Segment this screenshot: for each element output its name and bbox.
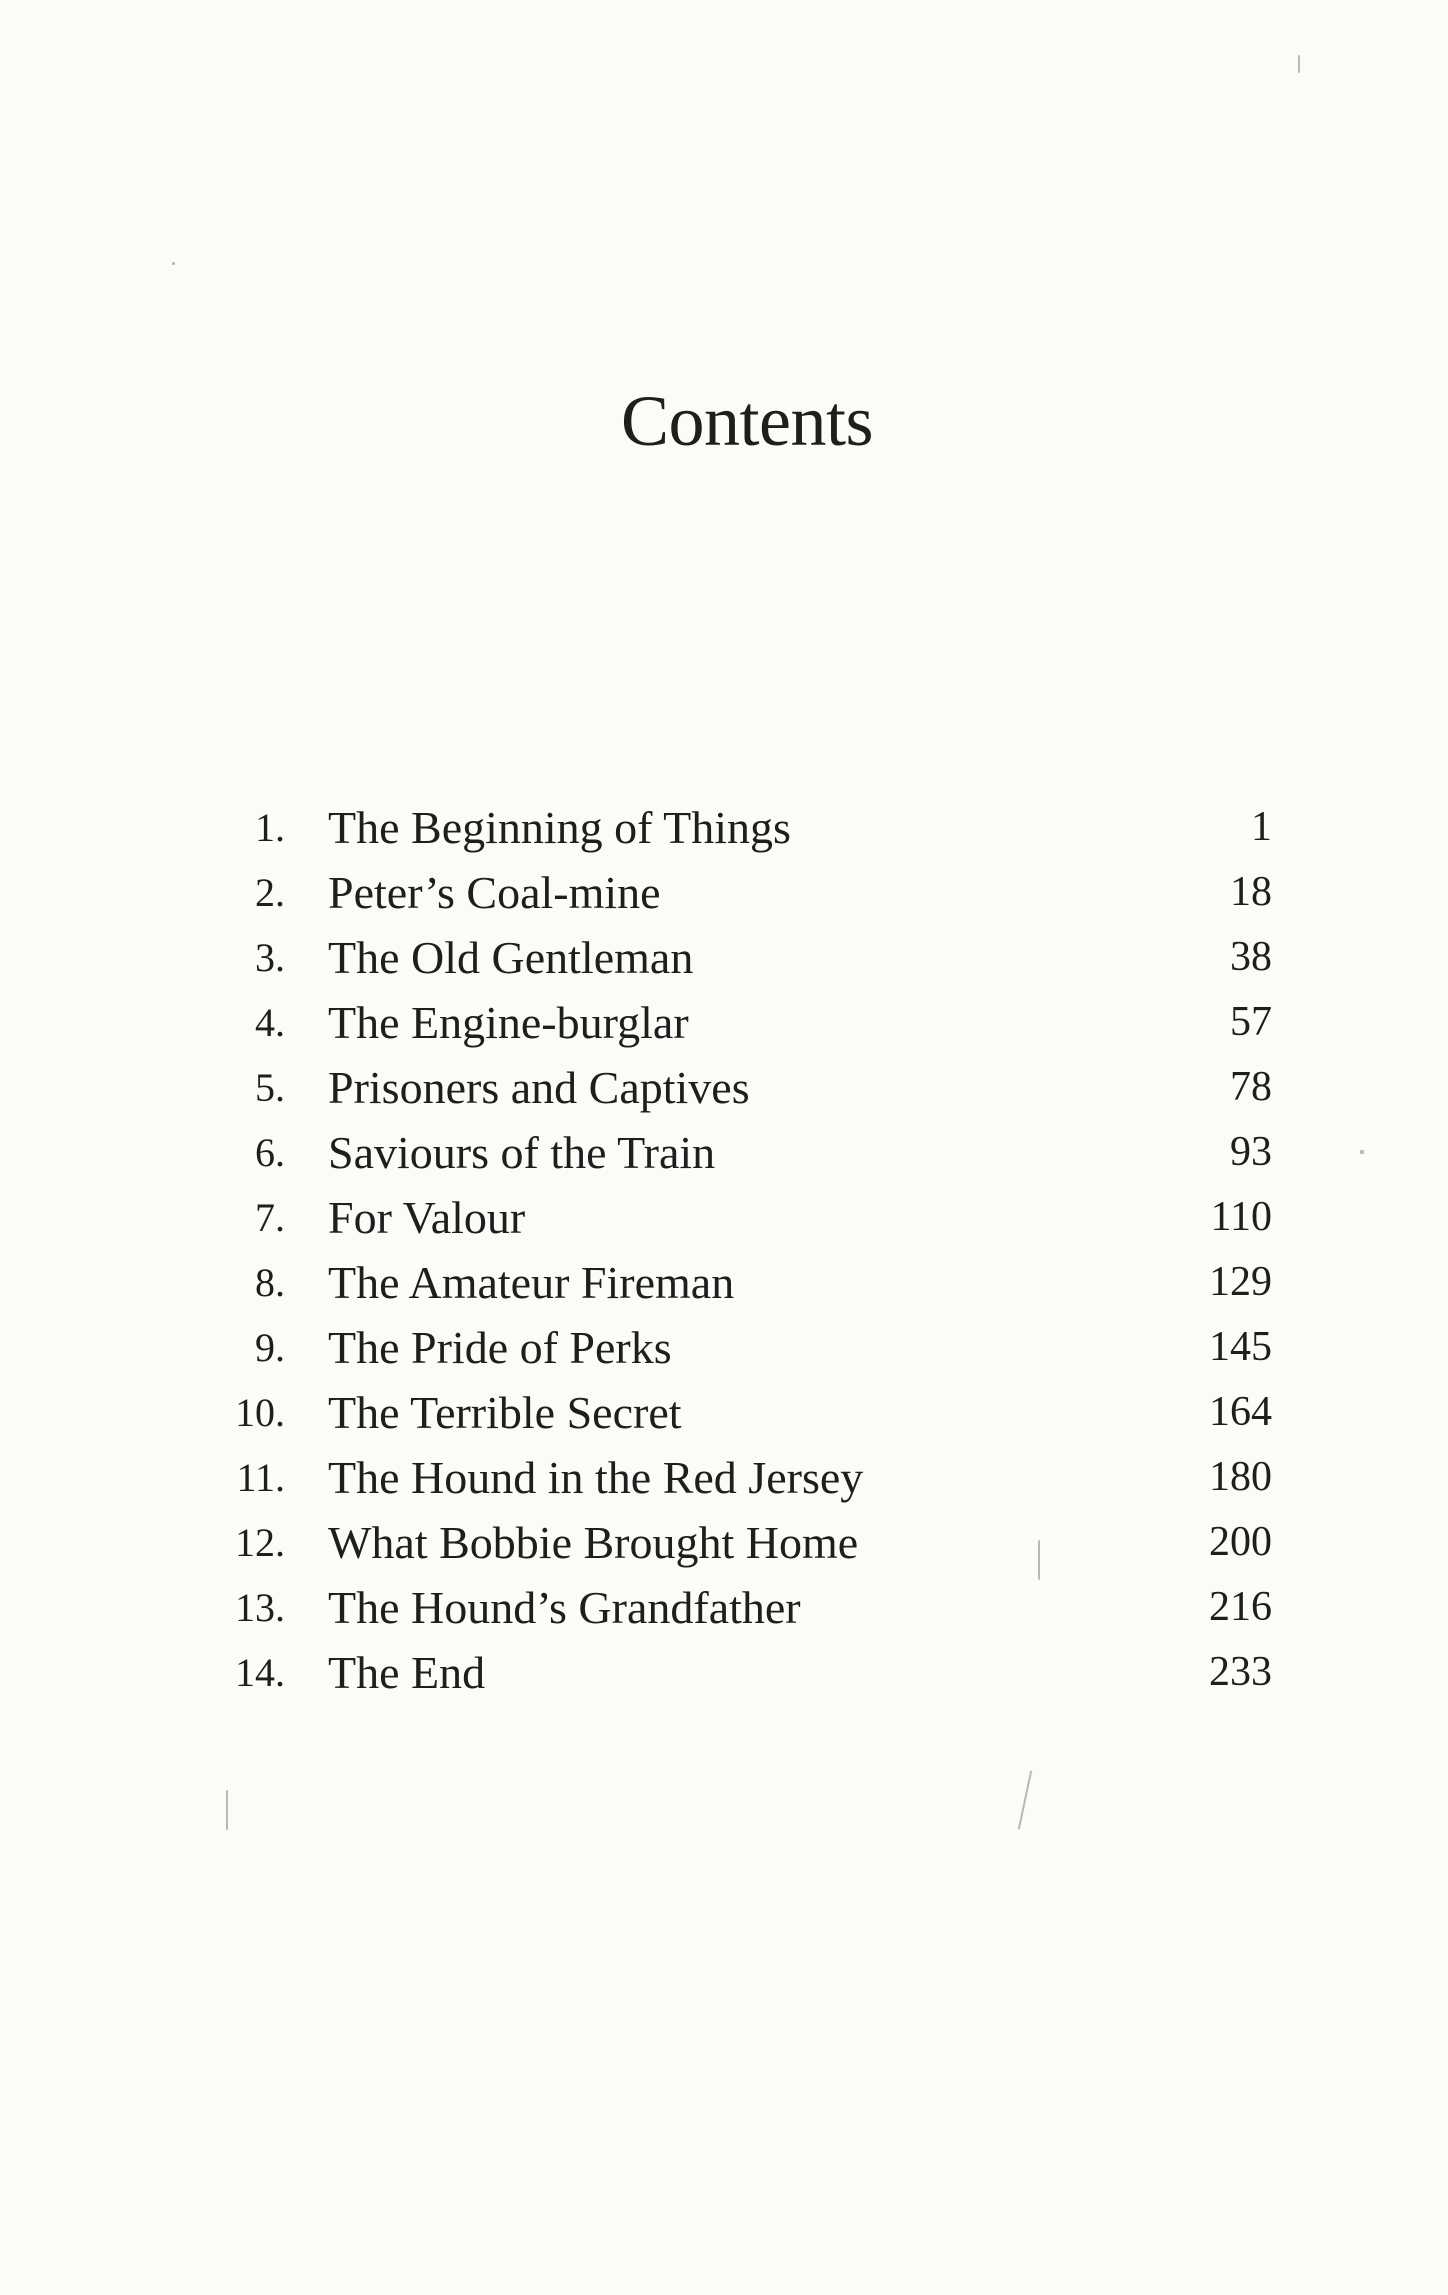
chapter-number: 6. bbox=[255, 1130, 285, 1175]
chapter-page: 164 bbox=[1209, 1389, 1272, 1435]
chapter-page: 200 bbox=[1209, 1519, 1272, 1565]
chapter-page: 78 bbox=[1230, 1064, 1272, 1110]
toc-entry bbox=[210, 925, 1272, 990]
chapter-number: 7. bbox=[255, 1195, 285, 1240]
scan-speck bbox=[1298, 55, 1300, 73]
scan-speck bbox=[172, 262, 175, 265]
toc-entry bbox=[210, 1055, 1272, 1120]
chapter-page: 93 bbox=[1230, 1129, 1272, 1175]
toc-entry bbox=[210, 1640, 1272, 1705]
toc-entry bbox=[210, 1120, 1272, 1185]
chapter-number: 13. bbox=[235, 1585, 285, 1630]
toc-entry bbox=[210, 1380, 1272, 1445]
scan-speck bbox=[226, 1790, 228, 1830]
toc-entry bbox=[210, 1510, 1272, 1575]
chapter-title: Peter’s Coal-mine bbox=[328, 867, 661, 918]
chapter-number: 3. bbox=[255, 935, 285, 980]
chapter-title: Prisoners and Captives bbox=[328, 1062, 750, 1113]
chapter-title: Saviours of the Train bbox=[328, 1127, 716, 1178]
toc-entry bbox=[210, 990, 1272, 1055]
toc-entry bbox=[210, 1185, 1272, 1250]
chapter-number: 2. bbox=[255, 870, 285, 915]
chapter-page: 145 bbox=[1209, 1324, 1272, 1370]
chapter-number: 5. bbox=[255, 1065, 285, 1110]
chapter-page: 216 bbox=[1209, 1584, 1272, 1630]
chapter-number: 9. bbox=[255, 1325, 285, 1370]
chapter-title: The Pride of Perks bbox=[328, 1322, 672, 1373]
toc-entry bbox=[210, 1445, 1272, 1510]
chapter-title: The Amateur Fireman bbox=[328, 1257, 735, 1308]
toc-entry bbox=[210, 860, 1272, 925]
chapter-title: The End bbox=[328, 1647, 486, 1698]
chapter-title: What Bobbie Brought Home bbox=[328, 1517, 859, 1568]
chapter-title: The Old Gentleman bbox=[328, 932, 694, 983]
chapter-page: 110 bbox=[1210, 1194, 1272, 1240]
chapter-title: The Engine-burglar bbox=[328, 997, 689, 1048]
table-of-contents bbox=[210, 795, 1272, 1705]
chapter-page: 38 bbox=[1230, 934, 1272, 980]
chapter-page: 18 bbox=[1230, 869, 1272, 915]
chapter-number: 8. bbox=[255, 1260, 285, 1305]
chapter-title: The Beginning of Things bbox=[328, 802, 791, 853]
chapter-number: 11. bbox=[236, 1455, 285, 1500]
chapter-title: The Hound in the Red Jersey bbox=[328, 1452, 864, 1503]
toc-entry bbox=[210, 795, 1272, 860]
chapter-number: 14. bbox=[235, 1650, 285, 1695]
chapter-title: For Valour bbox=[328, 1192, 526, 1243]
chapter-page: 129 bbox=[1209, 1259, 1272, 1305]
chapter-number: 1. bbox=[255, 805, 285, 850]
chapter-number: 12. bbox=[235, 1520, 285, 1565]
chapter-page: 180 bbox=[1209, 1454, 1272, 1500]
chapter-title: The Hound’s Grandfather bbox=[328, 1582, 801, 1633]
chapter-page: 57 bbox=[1230, 999, 1272, 1045]
page-title: Contents bbox=[620, 381, 873, 461]
chapter-page: 1 bbox=[1251, 804, 1272, 850]
chapter-title: The Terrible Secret bbox=[328, 1387, 682, 1438]
chapter-number: 10. bbox=[235, 1390, 285, 1435]
scan-speck bbox=[1360, 1150, 1364, 1154]
chapter-page: 233 bbox=[1209, 1649, 1272, 1695]
chapter-number: 4. bbox=[255, 1000, 285, 1045]
scan-speck bbox=[1018, 1770, 1032, 1829]
toc-entry bbox=[210, 1250, 1272, 1315]
toc-entry bbox=[210, 1315, 1272, 1380]
toc-entry bbox=[210, 1575, 1272, 1640]
